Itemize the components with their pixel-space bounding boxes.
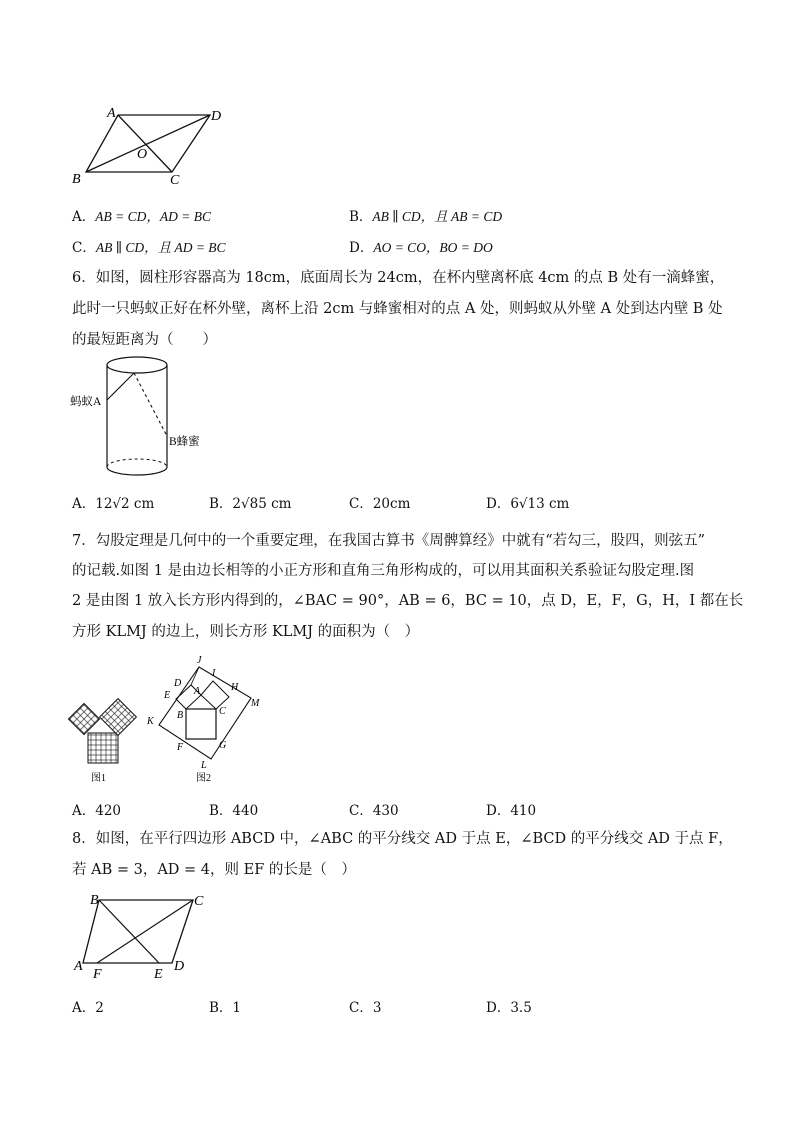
q7-fig2-label-e: E — [164, 690, 171, 701]
q8-label-d: D — [174, 959, 185, 974]
q8-option-b[interactable] — [209, 996, 241, 1016]
q6-honey-label: B蜂蜜 — [169, 436, 200, 448]
q8-option-a[interactable] — [72, 996, 104, 1016]
q7-option-a-letter: A． — [72, 803, 96, 819]
q5-option-a-letter: A． — [72, 209, 96, 225]
q7-fig1-left-square — [68, 703, 99, 734]
q7-option-d-text: 410 — [510, 803, 537, 819]
q6-cylinder-bottom-front — [107, 467, 167, 475]
q6-option-d[interactable] — [486, 492, 569, 512]
q8-text-line1: 8．如图，在平行四边形 ABCD 中，∠ABC 的平分线交 AD 于点 E，∠BCD 的平分线交 AD 于点 F， — [72, 831, 733, 847]
q5-option-b[interactable] — [349, 205, 502, 225]
q5-option-c[interactable] — [72, 236, 226, 256]
q5-label-a: A — [107, 106, 116, 121]
q7-option-c-text: 430 — [372, 803, 399, 819]
q5-label-b: B — [72, 172, 81, 187]
q7-fig2-label-l: L — [201, 760, 207, 771]
q7-fig1-right-square — [100, 699, 137, 736]
q7-fig2-label-i: I — [212, 668, 216, 679]
q7-fig2-label-d: D — [174, 678, 182, 689]
q5-option-d-letter: D． — [349, 240, 374, 256]
q5-option-d-text: AO = CO，BO = DO — [373, 240, 493, 255]
q6-cylinder-top — [107, 357, 167, 373]
q8-label-a: A — [74, 959, 83, 974]
q5-option-b-text: AB ∥ CD，且 AB = CD — [372, 209, 503, 224]
q7-option-d-letter: D． — [486, 803, 511, 819]
q7-fig2-label-a: A — [194, 686, 201, 697]
q7-text-line1: 7．勾股定理是几何中的一个重要定理，在我国古算书《周髀算经》中就有“若勾三，股四，则弦五” — [72, 533, 706, 549]
q6-option-b-letter: B． — [209, 496, 233, 512]
q8-parallelogram-outline — [83, 900, 193, 963]
q7-fig1-bottom-square — [88, 733, 118, 763]
q7-fig2-label-m: M — [251, 698, 260, 709]
q5-label-o: O — [137, 147, 148, 162]
q8-label-e: E — [154, 967, 163, 982]
q7-option-b-letter: B． — [209, 803, 233, 819]
q8-option-b-letter: B． — [209, 1000, 233, 1016]
q5-diagonal-ac — [118, 115, 172, 172]
q6-option-c-text: 20cm — [372, 496, 411, 512]
q8-text-line2: 若 AB = 3，AD = 4，则 EF 的长是（ ） — [72, 862, 356, 878]
q8-option-c[interactable] — [349, 996, 381, 1016]
q8-option-c-text: 3 — [372, 1000, 382, 1016]
q5-option-d[interactable] — [349, 236, 493, 256]
q6-path-solid — [107, 373, 134, 400]
q7-option-a[interactable] — [72, 799, 121, 819]
q6-ant-label: 蚂蚁A — [70, 396, 102, 408]
q6-option-a[interactable] — [72, 492, 154, 512]
q8-label-b: B — [90, 893, 99, 908]
q7-fig2-label-b: B — [177, 710, 184, 721]
q7-option-c-letter: C． — [349, 803, 373, 819]
q6-path-dashed — [134, 373, 167, 436]
q7-text-line2: 的记载.如图 1 是由边长相等的小正方形和直角三角形构成的，可以用其面积关系验证勾股定理.图 — [72, 563, 695, 579]
q7-fig2-label-h: H — [231, 682, 239, 693]
q8-option-a-text: 2 — [95, 1000, 104, 1016]
q7-option-c[interactable] — [349, 799, 399, 819]
q7-fig2-label-g: G — [219, 740, 227, 751]
q7-option-b-text: 440 — [232, 803, 259, 819]
q6-option-c-letter: C． — [349, 496, 373, 512]
q5-option-c-text: AB ∥ CD，且 AD = BC — [95, 240, 226, 255]
q8-label-f: F — [93, 967, 102, 982]
q8-bisector-cf — [97, 900, 193, 963]
q6-option-b-text: 2√85 cm — [232, 496, 292, 512]
q8-option-b-text: 1 — [232, 1000, 242, 1016]
q7-fig2-label-k: K — [147, 716, 154, 727]
q8-bisector-be — [99, 900, 159, 963]
q6-option-b[interactable] — [209, 492, 291, 512]
q7-figure2 — [140, 652, 270, 787]
q8-label-c: C — [194, 894, 204, 909]
q8-option-c-letter: C． — [349, 1000, 373, 1016]
q8-option-d[interactable] — [486, 996, 532, 1016]
q6-option-d-letter: D． — [486, 496, 511, 512]
q6-cylinder-bottom-back — [107, 459, 167, 467]
q7-fig2-label-f: F — [177, 742, 184, 753]
q8-option-d-letter: D． — [486, 1000, 511, 1016]
q6-option-d-text: 6√13 cm — [510, 496, 570, 512]
q7-figure1 — [66, 695, 146, 787]
q6-text-line3: 的最短距离为（ ） — [72, 332, 217, 348]
q7-fig2-rectangle-klmj — [159, 667, 251, 759]
q7-option-d[interactable] — [486, 799, 536, 819]
q6-option-c[interactable] — [349, 492, 410, 512]
q7-fig1-caption: 图1 — [91, 773, 106, 784]
q5-option-b-letter: B． — [349, 209, 373, 225]
q5-option-a[interactable] — [72, 205, 211, 225]
q5-label-d: D — [211, 109, 222, 124]
q5-label-c: C — [170, 173, 180, 188]
q7-fig2-center-square — [186, 709, 216, 739]
q7-fig2-right-square — [201, 681, 229, 709]
q8-parallelogram-figure — [66, 886, 216, 984]
q5-option-a-text: AB = CD，AD = BC — [95, 209, 211, 224]
q7-fig2-caption: 图2 — [196, 773, 211, 784]
q7-fig2-label-c: C — [219, 706, 226, 717]
q5-option-c-letter: C． — [72, 240, 96, 256]
q6-option-a-letter: A． — [72, 496, 96, 512]
q8-option-d-text: 3.5 — [510, 1000, 532, 1016]
q7-text-line3: 2 是由图 1 放入长方形内得到的，∠BAC = 90°，AB = 6，BC = 10，点 D，E，F，G，H，I 都在长 — [72, 593, 744, 609]
q7-fig2-label-j: J — [197, 655, 202, 666]
q6-option-a-text: 12√2 cm — [95, 496, 155, 512]
q7-text-line4: 方形 KLMJ 的边上，则长方形 KLMJ 的面积为（ ） — [72, 624, 420, 640]
q6-text-line1: 6．如图，圆柱形容器高为 18cm，底面周长为 24cm，在杯内壁离杯底 4cm 的点 B 处有一滴蜂蜜， — [72, 270, 725, 286]
q5-parallelogram-figure — [66, 100, 256, 192]
q7-fig2-triangle — [186, 695, 216, 709]
q7-option-a-text: 420 — [95, 803, 122, 819]
q6-text-line2: 此时一只蚂蚁正好在杯外壁，离杯上沿 2cm 与蜂蜜相对的点 A 处，则蚂蚁从外壁 A 处到达内壁 B 处 — [72, 301, 723, 317]
q6-cylinder-figure — [66, 352, 216, 482]
q7-option-b[interactable] — [209, 799, 258, 819]
q8-option-a-letter: A． — [72, 1000, 96, 1016]
